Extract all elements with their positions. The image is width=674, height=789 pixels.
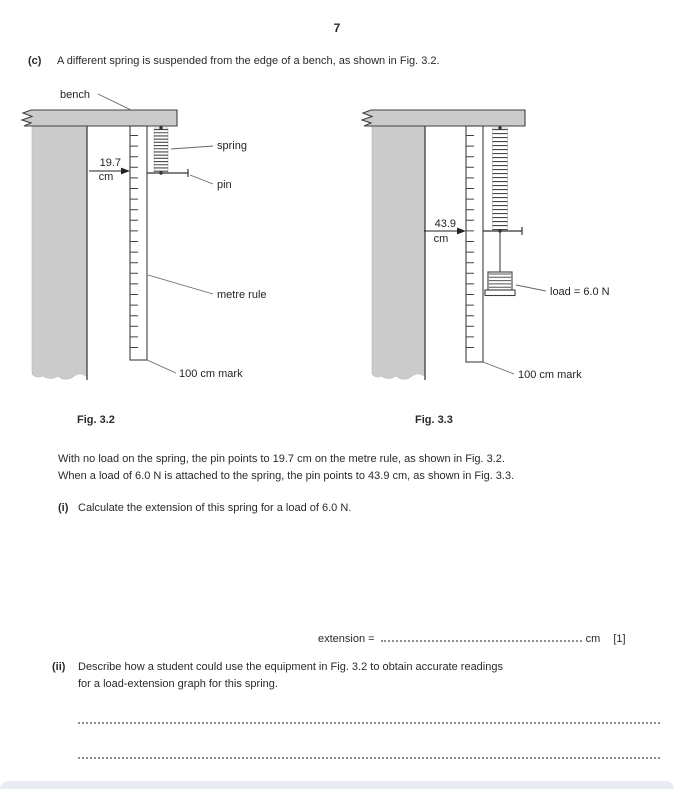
bench-shape [22, 110, 177, 126]
page-number: 7 [333, 21, 341, 35]
fig-3-2-diagram [10, 85, 340, 397]
part-i-label: (i) [58, 502, 69, 514]
marks-badge: [1] [613, 633, 626, 645]
load-leader-line [516, 285, 546, 291]
pin-label: pin [217, 179, 232, 191]
reading-unit: cm [98, 171, 114, 183]
next-page-edge [0, 781, 674, 789]
wall-shape [372, 126, 425, 379]
answer-label: extension = [318, 633, 375, 645]
fig-3-3-caption: Fig. 3.3 [415, 414, 453, 426]
part-c-label: (c) [28, 55, 42, 67]
rule-leader-line [148, 275, 213, 294]
answer-dotted-line-1 [78, 722, 660, 724]
part-ii-text-line1: Describe how a student could use the equipment in Fig. 3.2 to obtain accurate readings [78, 661, 503, 673]
reading-arrow-head [457, 228, 466, 235]
answer-line [318, 630, 626, 646]
reading-unit: cm [433, 233, 449, 245]
bench-label: bench [60, 89, 90, 101]
load-base [485, 290, 515, 296]
spring-label: spring [217, 140, 247, 152]
fig-3-3-diagram [350, 85, 674, 397]
reading-value: 19.7 [99, 157, 121, 169]
part-ii-text-line2: for a load-extension graph for this spring. [78, 678, 278, 690]
load-label: load = 6.0 N [550, 286, 610, 298]
answer-dotted-line-2 [78, 757, 660, 759]
spring-outline [493, 128, 508, 231]
reading-arrow-head [121, 168, 130, 175]
part-i-text: Calculate the extension of this spring for a load of 6.0 N. [78, 502, 352, 514]
bench-leader-line [98, 94, 131, 110]
part-c-intro: A different spring is suspended from the edge of a bench, as shown in Fig. 3.2. [57, 55, 440, 67]
spring-leader-line [171, 146, 213, 149]
metre-rule-label: metre rule [217, 289, 267, 301]
spring-top-hook [159, 126, 162, 129]
bench-shape [362, 110, 525, 126]
metre-rule [130, 126, 147, 360]
reading-value: 43.9 [434, 218, 456, 230]
mark-100cm-label: 100 cm mark [518, 369, 582, 381]
answer-unit: cm [585, 633, 601, 645]
mark-100cm-label: 100 cm mark [179, 368, 243, 380]
fig-3-2-caption: Fig. 3.2 [77, 414, 115, 426]
body-text-line1: With no load on the spring, the pin points to 19.7 cm on the metre rule, as shown in Fig. 3.2. [58, 453, 505, 465]
pin-leader-line [190, 175, 213, 184]
mark-leader-line [147, 360, 176, 373]
wall-shape [32, 126, 87, 379]
part-ii-label: (ii) [52, 661, 66, 673]
mark-leader-line [483, 362, 514, 374]
spring-top-hook [498, 126, 501, 129]
spring-outline [154, 128, 168, 173]
body-text-line2: When a load of 6.0 N is attached to the spring, the pin points to 43.9 cm, as shown in Fig. 3.3. [58, 470, 515, 482]
answer-dotted-field [381, 630, 582, 642]
spring-pin-junction [159, 171, 162, 174]
